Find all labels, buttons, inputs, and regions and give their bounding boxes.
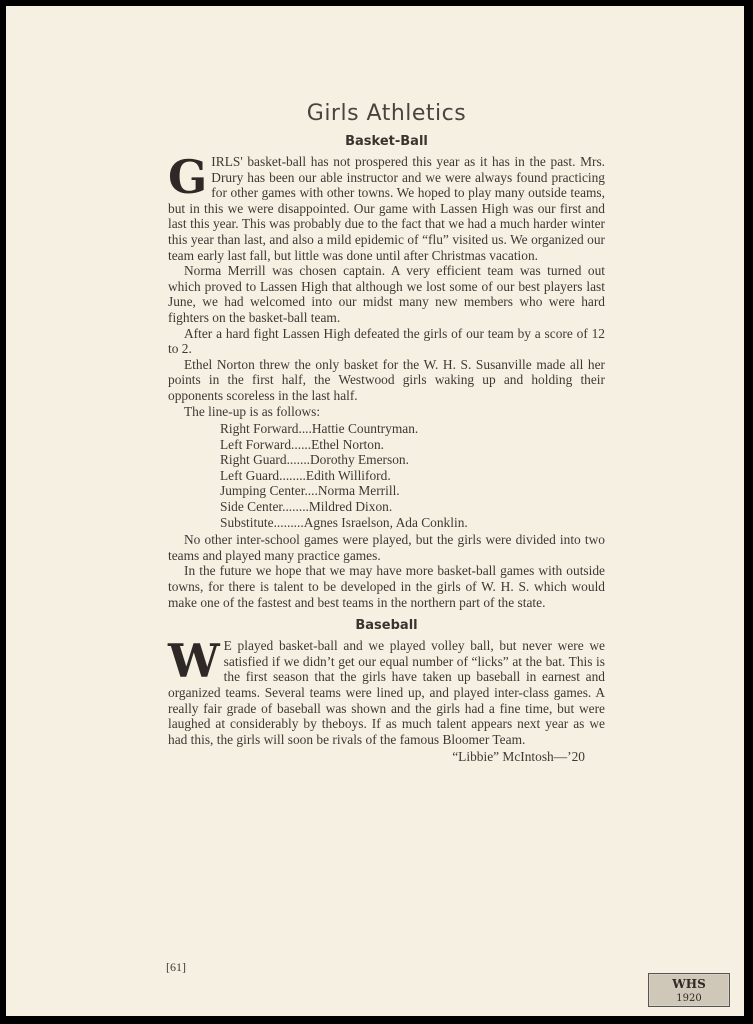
dropcap-w: W <box>168 634 220 689</box>
article <box>168 100 605 765</box>
lineup-row: Jumping Center....Norma Merrill. <box>220 483 400 499</box>
basketball-paragraph-3: After a hard fight Lassen High defeated the girls of our team by a score of 12 to 2. <box>168 325 605 357</box>
page-title: Girls Athletics <box>306 101 467 126</box>
basketball-paragraph-6: In the future we hope that we may have more basket-ball games with outside towns, for there is talent to be developed in the girls of W. H. S. which would make one of the fastest and best teams in the northern part of the state. <box>168 563 605 610</box>
lineup-row: Right Guard.......Dorothy Emerson. <box>220 452 409 468</box>
signature: “Libbie” McIntosh—’20 <box>452 749 585 765</box>
dropcap-g: G <box>168 150 208 204</box>
lineup-intro: The line-up is as follows: <box>184 403 321 419</box>
lineup-list <box>220 421 605 530</box>
baseball-heading: Baseball <box>355 618 418 634</box>
lineup-row: Left Forward......Ethel Norton. <box>220 436 385 452</box>
logo-icon <box>650 975 728 1005</box>
lineup-row: Left Guard........Edith Williford. <box>220 467 391 483</box>
basketball-paragraph-2: Norma Merrill was chosen captain. A very efficient team was turned out which proved to Lassen High that although we lost some of our best players last June, we had welcomed into our midst many new members who were hard fighters on the basket-ball team. <box>168 263 605 325</box>
lineup-row: Substitute.........Agnes Israelson, Ada Conklin. <box>220 514 468 530</box>
svg-text:1920: 1920 <box>676 993 702 1004</box>
basketball-paragraph-5: No other inter-school games were played, but the girls were divided into two teams and played many practice games. <box>168 532 605 563</box>
page-number: [61] <box>166 960 186 974</box>
basketball-paragraph-1: GIRLS' basket-ball has not prospered this year as it has in the past. Mrs. Drury has been our able instructor and we were always found practicing for other games with other towns. We hoped to play many outside teams, but in this we were disappointed. Our game with Lassen High was our first and last this year. This was probably due to the fact that we had a much harder winter this year than last, and also a mild epidemic of “flu” visited us. We organized our team early last fall, but little was done until after Christmas vacation. <box>168 150 605 263</box>
lineup-row: Right Forward....Hattie Countryman. <box>220 421 419 437</box>
svg-text:WHS: WHS <box>672 977 706 991</box>
basketball-heading: Basket-Ball <box>345 134 428 149</box>
baseball-paragraph-1: W E played basket-ball and we played volley ball, but never were we satisfied if we didn’t get our equal number of “licks” at the bat. This is the first season that the girls have taken up baseball in earnest and organized teams. Several teams were lined up, and played inter-class games. A really fair grade of baseball was shown and the girls had a fine time, but were laughed at considerably by theboys. If as much talent appears next year as we had this, the girls will soon be rivals of the famous Bloomer Team. <box>168 634 605 747</box>
basketball-paragraph-4: Ethel Norton threw the only basket for the W. H. S. Susanville made all her points in the first half, the Westwood girls waking up and holding their opponents scoreless in the last half. <box>168 356 605 403</box>
lineup-row: Side Center........Mildred Dixon. <box>220 499 393 515</box>
whs-1920-logo <box>648 973 730 1007</box>
yearbook-page <box>6 6 744 1016</box>
